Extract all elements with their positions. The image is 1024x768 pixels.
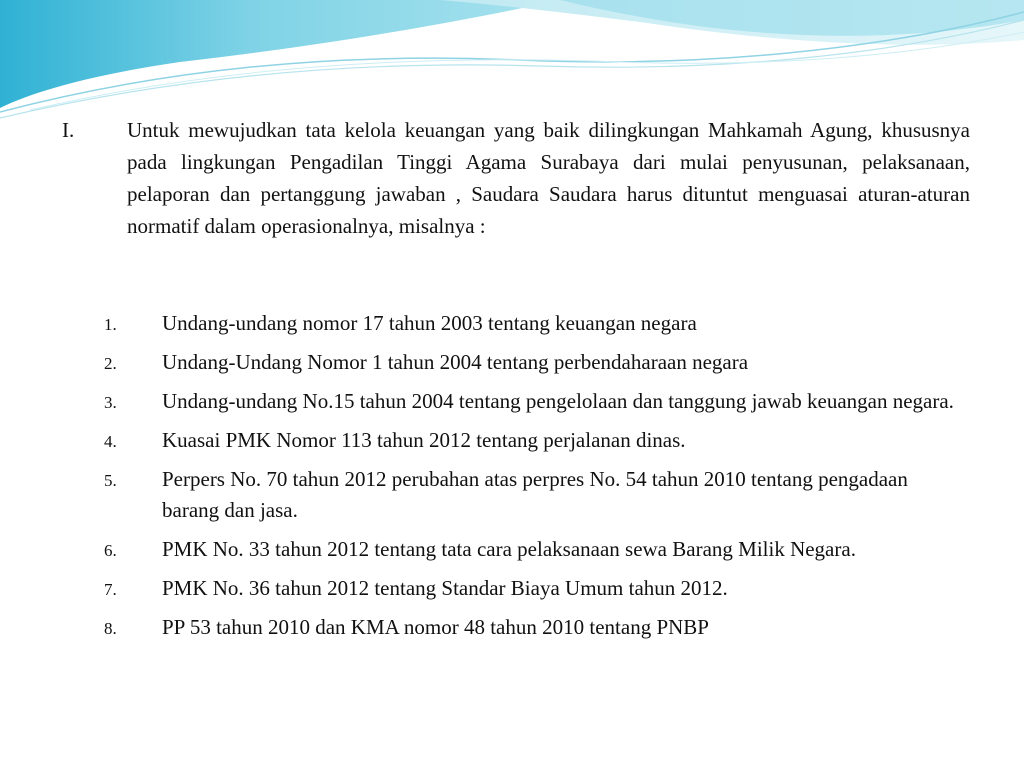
list-item-number: 7. bbox=[104, 580, 117, 599]
list-item bbox=[104, 425, 964, 456]
regulation-list bbox=[104, 308, 964, 651]
list-item bbox=[104, 612, 964, 643]
list-item-number: 4. bbox=[104, 432, 117, 451]
list-item-text: Kuasai PMK Nomor 113 tahun 2012 tentang perjalanan dinas. bbox=[162, 428, 686, 452]
list-item-text: Undang-Undang Nomor 1 tahun 2004 tentang perbendaharaan negara bbox=[162, 350, 749, 374]
list-item-number: 8. bbox=[104, 619, 117, 638]
list-item bbox=[104, 573, 964, 604]
main-point-marker: I. bbox=[62, 118, 75, 142]
list-item bbox=[104, 386, 964, 417]
list-item bbox=[104, 464, 964, 526]
list-item-number: 3. bbox=[104, 393, 117, 412]
list-item-text: PP 53 tahun 2010 dan KMA nomor 48 tahun 2010 tentang PNBP bbox=[162, 615, 709, 639]
list-item bbox=[104, 308, 964, 339]
list-item bbox=[104, 347, 964, 378]
main-point bbox=[62, 114, 970, 242]
list-item-text: PMK No. 36 tahun 2012 tentang Standar Biaya Umum tahun 2012. bbox=[162, 576, 728, 600]
list-item-number: 1. bbox=[104, 315, 117, 334]
list-item-number: 6. bbox=[104, 541, 117, 560]
list-item-number: 2. bbox=[104, 354, 117, 373]
list-item-text: Undang-undang No.15 tahun 2004 tentang pengelolaan dan tanggung jawab keuangan negara. bbox=[162, 389, 954, 413]
list-item-text: Undang-undang nomor 17 tahun 2003 tentang keuangan negara bbox=[162, 311, 697, 335]
list-item-text: Perpers No. 70 tahun 2012 perubahan atas perpres No. 54 tahun 2010 tentang pengadaan barang dan jasa. bbox=[162, 467, 908, 522]
main-point-text: Untuk mewujudkan tata kelola keuangan yang baik dilingkungan Mahkamah Agung, khususnya pada lingkungan Pengadilan Tinggi Agama Surabaya dari mulai penyusunan, pelaksanaan, pelaporan dan pertanggung jawaban , Saudara Saudara harus dituntut menguasai aturan-aturan normatif dalam operasionalnya, misalnya : bbox=[127, 118, 970, 238]
list-item-number: 5. bbox=[104, 471, 117, 490]
list-item bbox=[104, 534, 964, 565]
list-item-text: PMK No. 33 tahun 2012 tentang tata cara pelaksanaan sewa Barang Milik Negara. bbox=[162, 537, 856, 561]
header-wave-decoration bbox=[0, 0, 1024, 130]
